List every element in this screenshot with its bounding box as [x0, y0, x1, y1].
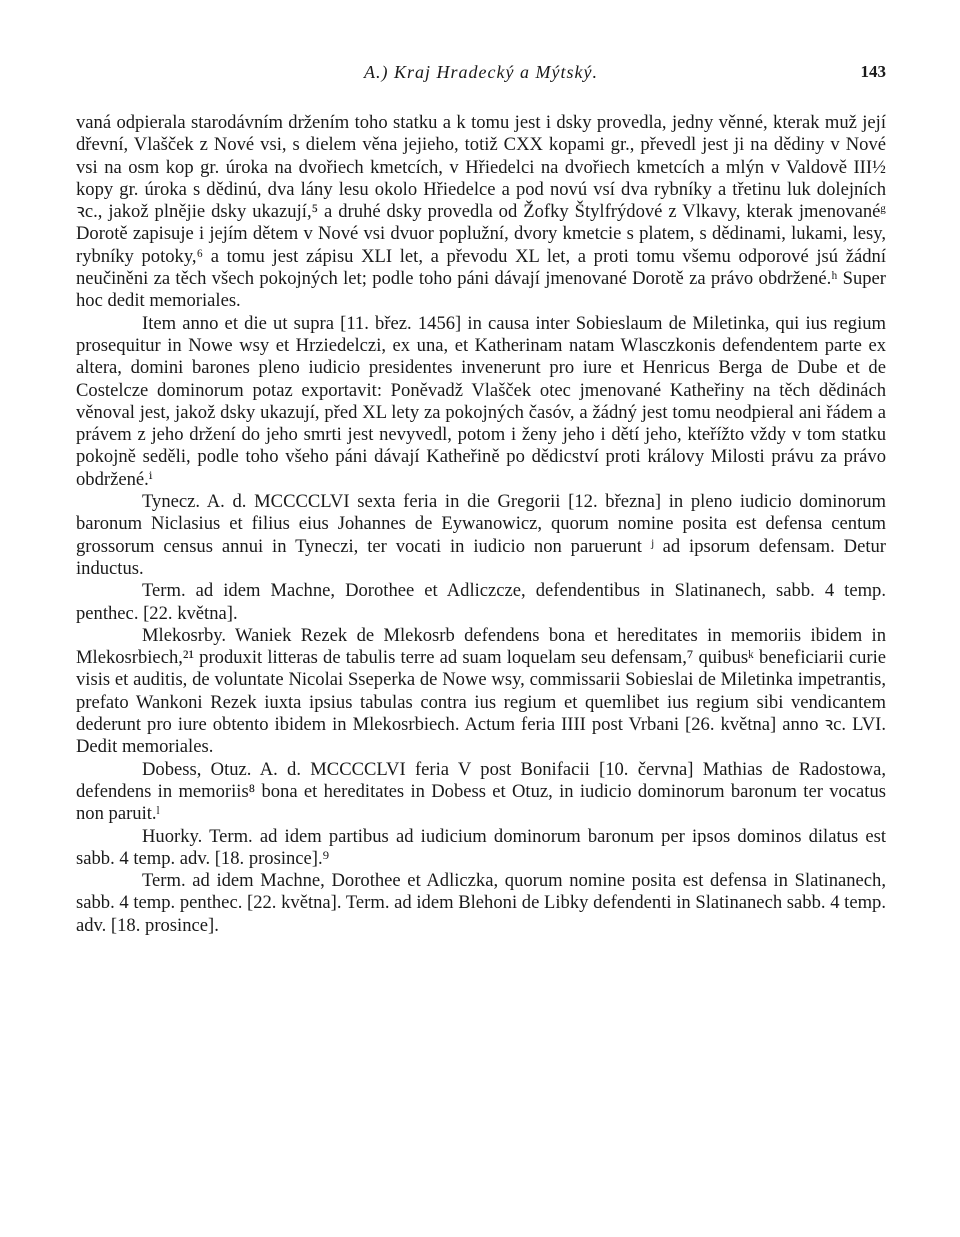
paragraph-item-anno: Item anno et die ut supra [11. břez. 1456] in causa inter Sobieslaum de Miletinka, qui ius regium prosequitur in Nowe wsy et Hrziedelczi, ex una, et Katherinam natam Wlasczkonis defendentem parte ex altera, domini barones pleno iudicio presidentes invenerunt pro iure et Henricus Berga de Dube et de Costelcze dominorum potaz exportavit: Poněvadž Vlašček otec jmenované Kathеřiny na těch dědinách věnoval jest, jakož dsky ukazují, před XL lety za pokojných časóv, a žádný jest tomu neodpieral ani řádem a právem z jeho držení do jeho smrti jest nevyvedl, potom i ženy jeho i dětí jeho, kteřížto vždy v tom statku pokojně seděli, podle toho všeho páni dávají Katheřině po dědicství proti královy Milosti právu za právo obdržené.ⁱ: [76, 312, 886, 490]
body-text: [76, 112, 886, 937]
paragraph-dobess-otuz: Dobess, Otuz. A. d. MCCCCLVI feria V post Bonifacii [10. června] Mathias de Radostowa, defendens in memoriis⁸ bona et hereditates in Dobess et Otuz, in iudicio dominorum baronum ter vocatus non paruit.ˡ: [76, 758, 886, 825]
page-number: 143: [860, 62, 886, 81]
running-header: [76, 58, 886, 92]
paragraph-mlekosrby: Mlekosrby. Waniek Rezek de Mlekosrb defendens bona et hereditates in memoriis ibidem in Mlekosrbiech,²¹ produxit litteras de tabulis terre ad suam loquelam seu defensam,⁷ quibusᵏ beneficiarii curie visis et auditis, de voluntate Nicolai Sseperka de Nowe wsy, commissarii Sobieslai de Miletinka impetrantis, prefato Wankoni Rezek iuxta ipsius tabulas contra ius regium et quemlibet ius regium sibi vendicantem dederunt pro iure obtento ibidem in Mlekosrbiech. Actum feria IIII post Vrbani [26. května] anno ꝛc. LVI. Dedit memoriales.: [76, 624, 886, 758]
paragraph-term-final: Term. ad idem Machne, Dorothee et Adliczka, quorum nomine posita est defensa in Slatinanech, sabb. 4 temp. penthec. [22. května]. Term. ad idem Blehoni de Libky defendenti in Slatinanech sabb. 4 temp. adv. [18. prosince].: [76, 870, 886, 936]
paragraph-tynecz: Tynecz. A. d. MCCCCLVI sexta feria in die Gregorii [12. března] in pleno iudicio dominorum baronum Niclasius et filius eius Johannes de Eywanowicz, quorum nomine posita est defensa centum grossorum census annui in Tyneczi, ter vocati in iudicio non paruerunt ʲ ad ipsorum defensam. Detur inductus.: [76, 491, 886, 579]
paragraph-continuation: vaná odpierala starodávním držením toho statku a k tomu jest i dsky provedla, jedny věnné, kterak muž její dřevní, Vlašček z Nové vsi, s dielem věna jejieho, totiž CXX kopami gr., převedl jest ji na dědiny v Nové vsi na osm kop gr. úroka na dvořiech kmetcích, v Hřiedelci na dvořiech kmetcích a mlýn v Valdově III½ kopy gr. úroka s dědinú, dva lány lesu okolo Hřiedelce a pod novú vsí dva rybníky a třetinu luk dolejních ꝛc., jakož plnějie dsky ukazují,⁵ a druhé dsky provedla od Žofky Štylfrýdové z Vlkavy, kterak jmenovanéᵍ Dorotě zapisuje i jejím dětem v Nové vsi dvuor poplužní, dvory kmetcie s platem, s dědinami, lukami, lesy, rybníky potoky,⁶ a tomu jest zápisu XLI let, a převodu XL let, a proti tomu všemu odporové jsú žádní neučiněni za těch všech pokojných let; podle toho páni dávají jmenované Dorotě za právo obdržené.ʰ Super hoc dedit memoriales.: [76, 112, 886, 312]
document-page: [76, 58, 886, 937]
running-title: A.) Kraj Hradecký a Mýtský.: [364, 62, 598, 82]
paragraph-huorky: Huorky. Term. ad idem partibus ad iudicium dominorum baronum per ipsos dominos dilatus est sabb. 4 temp. adv. [18. prosince].⁹: [76, 825, 886, 869]
paragraph-term-slatinanech: Term. ad idem Machne, Dorothee et Adliczcze, defendentibus in Slatinanech, sabb. 4 temp. penthec. [22. května].: [76, 580, 886, 624]
